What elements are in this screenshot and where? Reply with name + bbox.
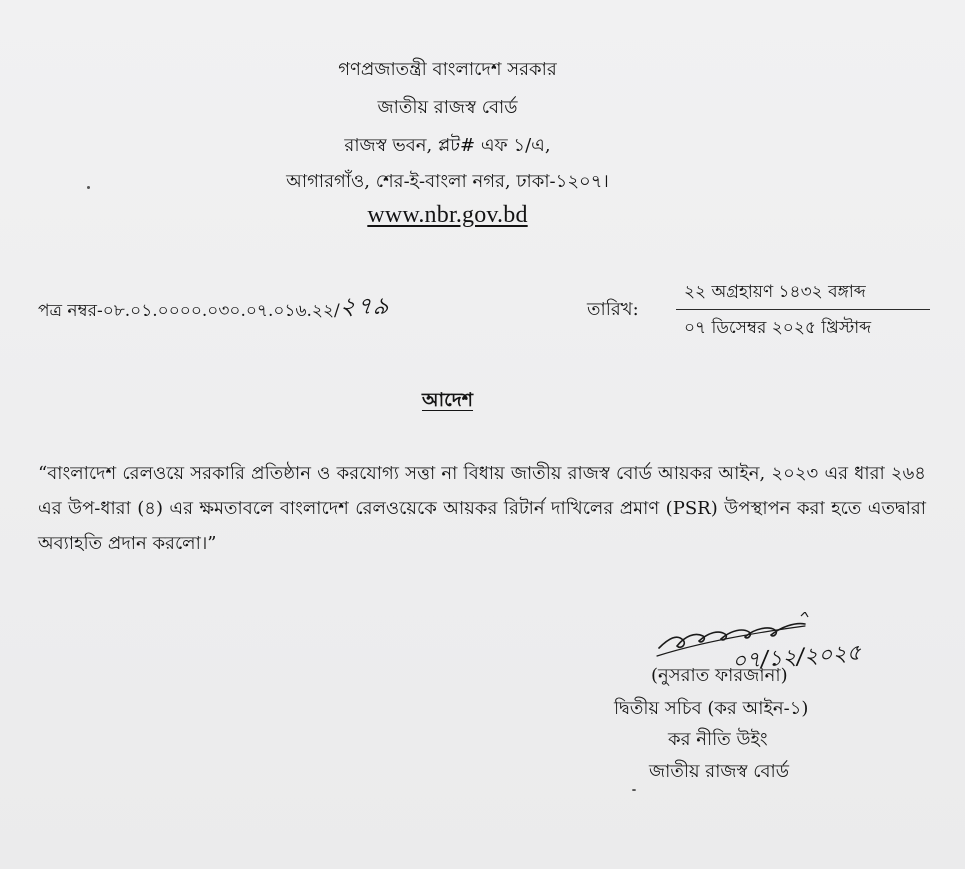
signature-date: ০৭/১২/২০২৫ (731, 640, 862, 675)
memo-number (38, 292, 392, 323)
signatory-board: জাতীয় রাজস্ব বোর্ড (649, 761, 789, 782)
header-building: রাজস্ব ভবন, প্লট# এফ ১/এ, (344, 135, 551, 156)
signatory-name: (নুসরাত ফারজানা) (651, 665, 788, 686)
header-address: আগারগাঁও, শের-ই-বাংলা নগর, ঢাকা-১২০৭। (286, 171, 609, 192)
paper-speck (632, 789, 636, 791)
header-board: জাতীয় রাজস্ব বোর্ড (377, 97, 518, 118)
header-government: গণপ্রজাতন্ত্রী বাংলাদেশ সরকার (338, 59, 557, 80)
date-label: তারিখ: (587, 299, 639, 320)
date-bangla: ২২ অগ্রহায়ণ ১৪৩২ বঙ্গাব্দ (684, 282, 866, 302)
order-title-wrap (0, 388, 930, 413)
order-body: “বাংলাদেশ রেলওয়ে সরকারি প্রতিষ্ঠান ও করযোগ্য সত্তা না বিধায় জাতীয় রাজস্ব বোর্ড আয়কর আইন, ২০২৩ এর ধারা ২৬৪ এর উপ-ধারা (৪) এর ক্ষমতাবলে বাংলাদেশ রেলওয়েকে আয়কর রিটার্ন দাখিলের প্রমাণ (PSR) উপস্থাপন করা হতে এতদ্বারা অব্যাহতি প্রদান করলো।” (38, 463, 926, 554)
order-title: আদেশ (421, 389, 474, 411)
signatory-designation: দ্বিতীয় সচিব (কর আইন-১) (614, 698, 809, 719)
header-website-wrap (0, 203, 930, 229)
website-link[interactable]: www.nbr.gov.bd (367, 202, 528, 228)
date-divider (676, 309, 930, 310)
paper-speck (87, 186, 90, 189)
date-gregorian: ০৭ ডিসেম্বর ২০২৫ খ্রিস্টাব্দ (684, 318, 872, 338)
date-block (676, 280, 930, 340)
memo-number-handwritten: ২৭৯ (337, 292, 392, 320)
memo-number-prefix: পত্র নম্বর-০৮.০১.০০০০.০৩০.০৭.০১৬.২২/ (38, 301, 340, 321)
signatory-wing: কর নীতি উইং (668, 729, 768, 750)
